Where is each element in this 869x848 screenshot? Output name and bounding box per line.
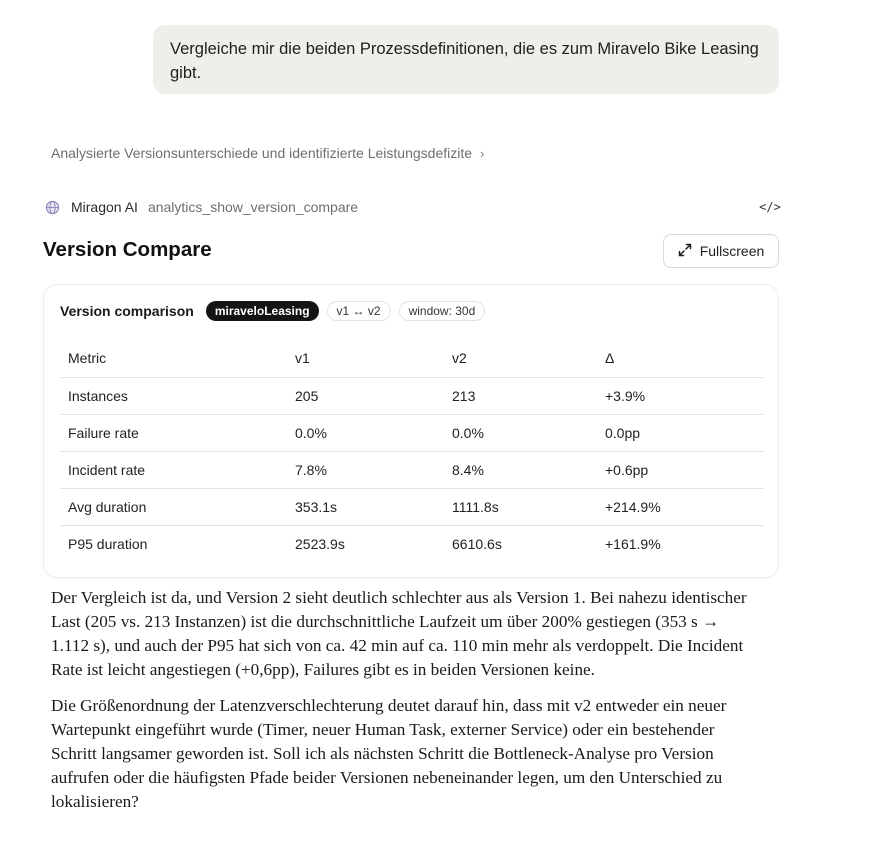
v2-cell: 8.4%: [444, 451, 597, 488]
fullscreen-label: Fullscreen: [699, 243, 765, 259]
expand-icon: [678, 243, 692, 260]
metric-cell: Failure rate: [60, 414, 287, 451]
table-row: [60, 525, 764, 562]
v1-cell: 2523.9s: [295, 535, 345, 552]
user-message-text: Vergleiche mir die beiden Prozessdefinitionen, die es zum Miravelo Bike Leasing gibt.: [170, 40, 759, 82]
answer-paragraph: Der Vergleich ist da, und Version 2 sieht deutlich schlechter aus als Version 1. Bei nahezu identischer Last (205 vs. 213 Instanzen) ist die durchschnittliche Laufzeit um über 200% gestiegen (353 s → 1.112 s), und auch der P95 hat sich von ca. 42 min auf ca. 110 min mehr als verdoppelt. Die Incident Rate ist leicht angestiegen (+0,6pp), Failures gibt es in beiden Versionen keine.: [51, 588, 747, 679]
table-row: [60, 414, 764, 451]
chevron-right-icon: ›: [480, 145, 485, 161]
thinking-summary-toggle[interactable]: [51, 143, 484, 163]
metric-cell: Incident rate: [60, 451, 287, 488]
thinking-summary-text: Analysierte Versionsunterschiede und identifizierte Leistungsdefizite: [51, 145, 473, 161]
table-row: [60, 488, 764, 525]
v2-cell: 6610.6s: [452, 535, 502, 552]
card-title: Version comparison: [60, 303, 194, 319]
tool-call-header: [45, 196, 779, 218]
user-message-bubble: [153, 25, 779, 94]
delta-cell: 0.0pp: [597, 414, 764, 451]
delta-cell: +214.9%: [597, 488, 764, 525]
panel-title: Version Compare: [43, 238, 212, 261]
delta-cell: +161.9%: [605, 535, 661, 552]
tool-name: analytics_show_version_compare: [147, 199, 359, 215]
code-icon[interactable]: </>: [759, 200, 781, 214]
metric-cell: P95 duration: [68, 535, 148, 552]
column-header-delta: Δ: [597, 340, 764, 377]
process-badge: miraveloLeasing: [206, 301, 319, 321]
metric-cell: Instances: [60, 377, 287, 414]
table-header-row: [60, 340, 764, 377]
table-row: [60, 377, 764, 414]
v2-cell: 213: [444, 377, 597, 414]
assistant-answer: [51, 586, 751, 826]
v2-cell: 1111.8s: [444, 488, 597, 525]
v1-cell: 7.8%: [287, 451, 444, 488]
version-compare-card: [43, 284, 779, 578]
version-range-badge: v1 ↔ v2: [327, 301, 391, 321]
fullscreen-button[interactable]: [663, 234, 779, 268]
agent-name: Miragon AI: [71, 199, 138, 215]
table-row: [60, 451, 764, 488]
v1-cell: 353.1s: [287, 488, 444, 525]
column-header-v1: v1: [287, 340, 444, 377]
column-header-v2: v2: [444, 340, 597, 377]
column-header-metric: Metric: [60, 340, 287, 377]
metric-cell: Avg duration: [60, 488, 287, 525]
delta-cell: +3.9%: [597, 377, 764, 414]
window-badge: window: 30d: [399, 301, 486, 321]
v2-cell: 0.0%: [444, 414, 597, 451]
answer-paragraph: Die Größenordnung der Latenzverschlechterung deutet darauf hin, dass mit v2 entweder ein neuer Wartepunkt eingeführt wurde (Timer, neuer Human Task, externer Service) oder ein bestehender Schritt langsamer geworden ist. Soll ich als nächsten Schritt die Bottleneck-Analyse pro Version aufrufen oder die häufigsten Pfade beider Versionen nebeneinander legen, um den Unterschied zu lokalisieren?: [51, 696, 727, 811]
card-header: [60, 301, 485, 321]
comparison-table: [60, 340, 764, 562]
delta-cell: +0.6pp: [597, 451, 764, 488]
globe-icon: [45, 200, 60, 215]
v1-cell: 0.0%: [287, 414, 444, 451]
v1-cell: 205: [287, 377, 444, 414]
